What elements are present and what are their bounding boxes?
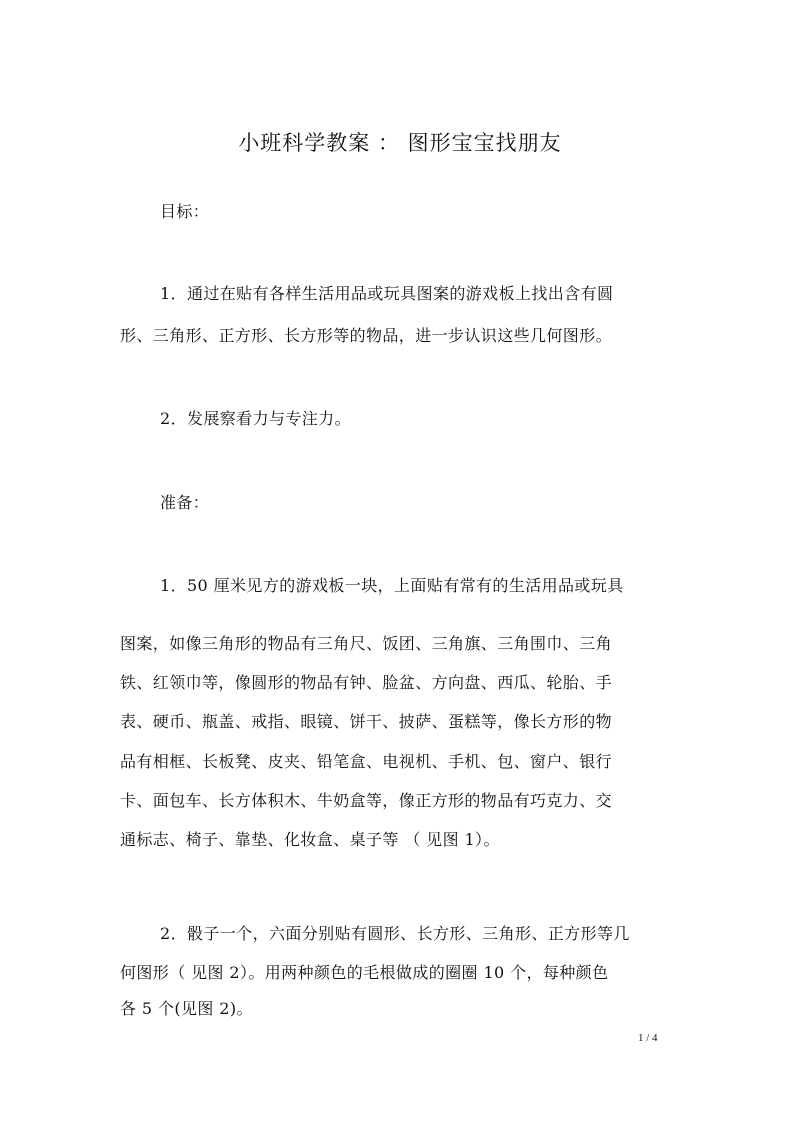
goal-1-line-2: 形、三角形、正方形、长方形等的物品，进一步认识这些几何图形。 [120,326,613,345]
prep-2-line-2: 何图形（ 见图 2）。用两种颜色的毛根做成的圈圈 10 个，每种颜色 [120,963,609,982]
section-heading-goal: 目标： [160,202,210,221]
prep-1-line-2: 图案，如像三角形的物品有三角尺、饭团、三角旗、三角围巾、三角 [120,634,613,653]
page-title: 小班科学教案 ： 图形宝宝找朋友 [238,131,562,155]
prep-2-line-3: 各 5 个(见图 2)。 [120,999,253,1018]
page-number: 1 / 4 [638,1032,658,1044]
prep-2-line-1: 2．骰子一个，六面分别贴有圆形、长方形、三角形、正方形等几 [160,924,630,943]
prep-1-line-3: 铁、红领巾等，像圆形的物品有钟、脸盆、方向盘、西瓜、轮胎、手 [120,673,613,692]
prep-1-line-1: 1．50 厘米见方的游戏板一块，上面贴有常有的生活用品或玩具 [160,576,624,595]
prep-1-line-4: 表、硬币、瓶盖、戒指、眼镜、饼干、披萨、蛋糕等，像长方形的物 [120,712,613,731]
section-heading-prep: 准备： [160,493,210,512]
prep-1-line-7: 通标志、椅子、靠垫、化妆盒、桌子等 （ 见图 1）。 [120,830,500,849]
prep-1-line-6: 卡、面包车、长方体积木、牛奶盒等，像正方形的物品有巧克力、交 [120,791,613,810]
prep-1-line-5: 品有相框、长板凳、皮夹、铅笔盒、电视机、手机、包、窗户、银行 [120,752,613,771]
goal-2: 2．发展察看力与专注力。 [160,409,351,428]
goal-1-line-1: 1．通过在贴有各样生活用品或玩具图案的游戏板上找出含有圆 [160,284,614,303]
